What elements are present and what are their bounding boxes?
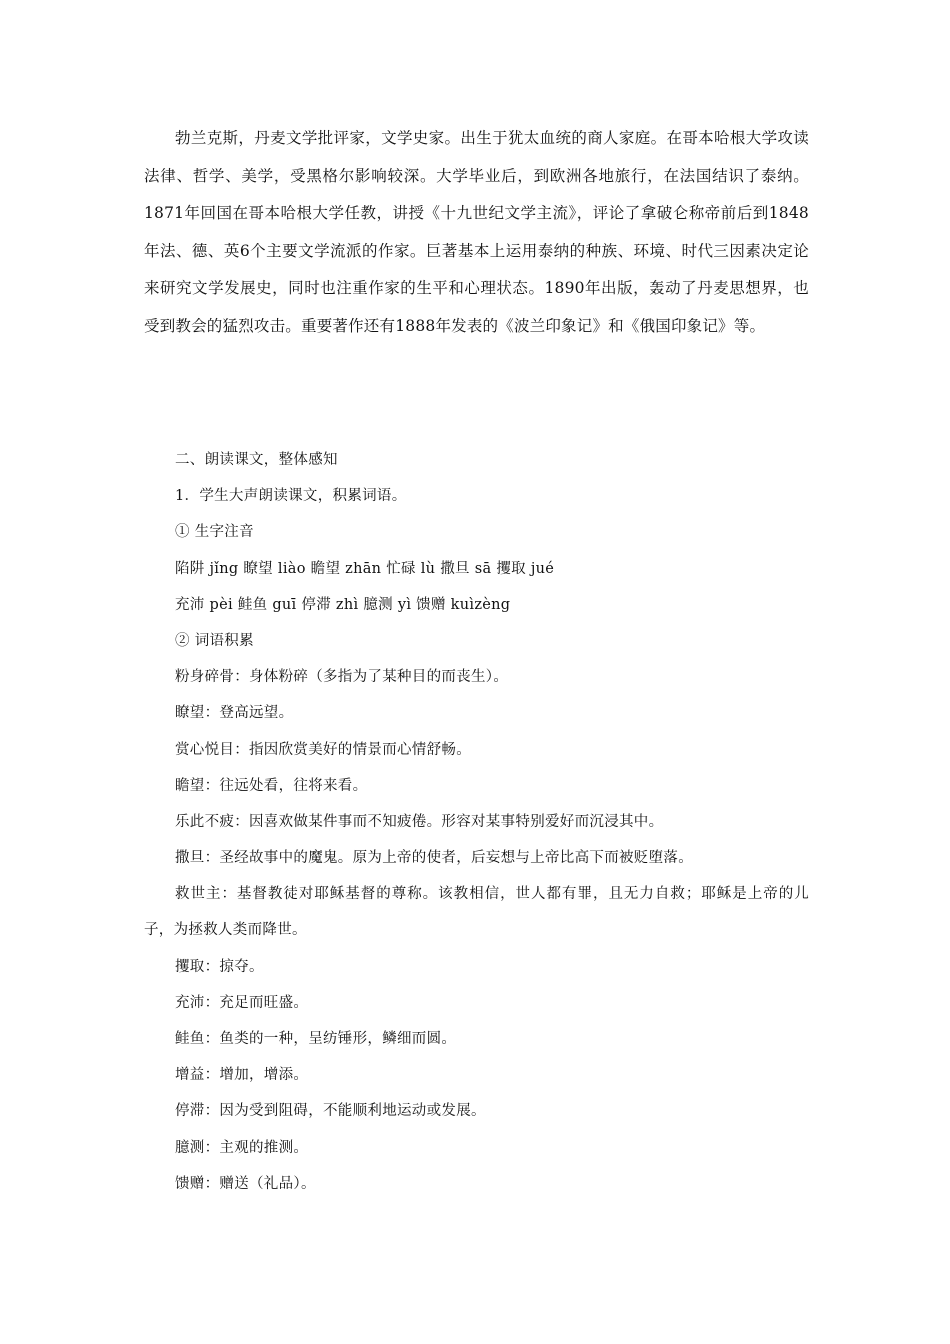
vocab-entry: 增益：增加，增添。 [175, 1067, 309, 1084]
subheading-vocabulary: ② 词语积累 [175, 632, 254, 649]
vocab-entry: 粉身碎骨：身体粉碎（多指为了某种目的而丧生）。 [175, 669, 509, 686]
vocab-entry: 停滞：因为受到阻碍，不能顺利地运动或发展。 [175, 1103, 486, 1120]
pinyin-line: 充沛 pèi 鲑鱼 guī 停滞 zhì 臆测 yì 馈赠 kuìzèng [175, 596, 511, 613]
author-introduction: 勃兰克斯，丹麦文学批评家，文学史家。出生于犹太血统的商人家庭。在哥本哈根大学攻读法律、哲学、美学，受黑格尔影响较深。大学毕业后，到欧洲各地旅行，在法国结识了泰纳。1871年回国在哥本哈根大学任教，讲授《十九世纪文学主流》，评论了拿破仑称帝前后到1848年法、德、英6个主要文学流派的作家。巨著基本上运用泰纳的种族、环境、时代三因素决定论来研究文学发展史，同时也注重作家的生平和心理状态。1890年出版，轰动了丹麦思想界，也受到教会的猛烈攻击。重要著作还有1888年发表的《波兰印象记》和《俄国印象记》等。 [144, 129, 809, 335]
vocab-entry: 馈赠：赠送（礼品）。 [175, 1175, 316, 1192]
vocab-entry: 瞭望：登高远望。 [175, 705, 294, 722]
section-reading [144, 442, 809, 1202]
vocab-entry: 撒旦：圣经故事中的魔鬼。原为上帝的使者，后妄想与上帝比高下而被贬堕落。 [175, 850, 693, 867]
vocab-entry: 乐此不疲：因喜欢做某件事而不知疲倦。形容对某事特别爱好而沉浸其中。 [175, 813, 664, 830]
pinyin-line: 陷阱 jǐng 瞭望 liào 瞻望 zhān 忙碌 lù 撒旦 sā 攫取 jué [175, 560, 555, 577]
subheading-pronunciation: ① 生字注音 [175, 524, 254, 541]
section-heading: 二、朗读课文，整体感知 [175, 452, 338, 468]
vocab-entry: 臆测：主观的推测。 [175, 1139, 309, 1156]
vocab-entry: 攫取：掠夺。 [175, 958, 264, 975]
vocab-entry: 救世主：基督教徒对耶稣基督的尊称。该教相信，世人都有罪，且无力自救；耶稣是上帝的儿子，为拯救人类而降世。 [144, 886, 809, 939]
vocab-entry: 充沛：充足而旺盛。 [175, 994, 309, 1011]
vocab-entry: 瞻望：往远处看，往将来看。 [175, 777, 368, 794]
vocab-entry: 鲑鱼：鱼类的一种，呈纺锤形，鳞细而圆。 [175, 1031, 457, 1048]
step-heading: 1．学生大声朗读课文，积累词语。 [175, 488, 407, 505]
vocab-entry: 赏心悦目：指因欣赏美好的情景而心情舒畅。 [175, 741, 471, 758]
